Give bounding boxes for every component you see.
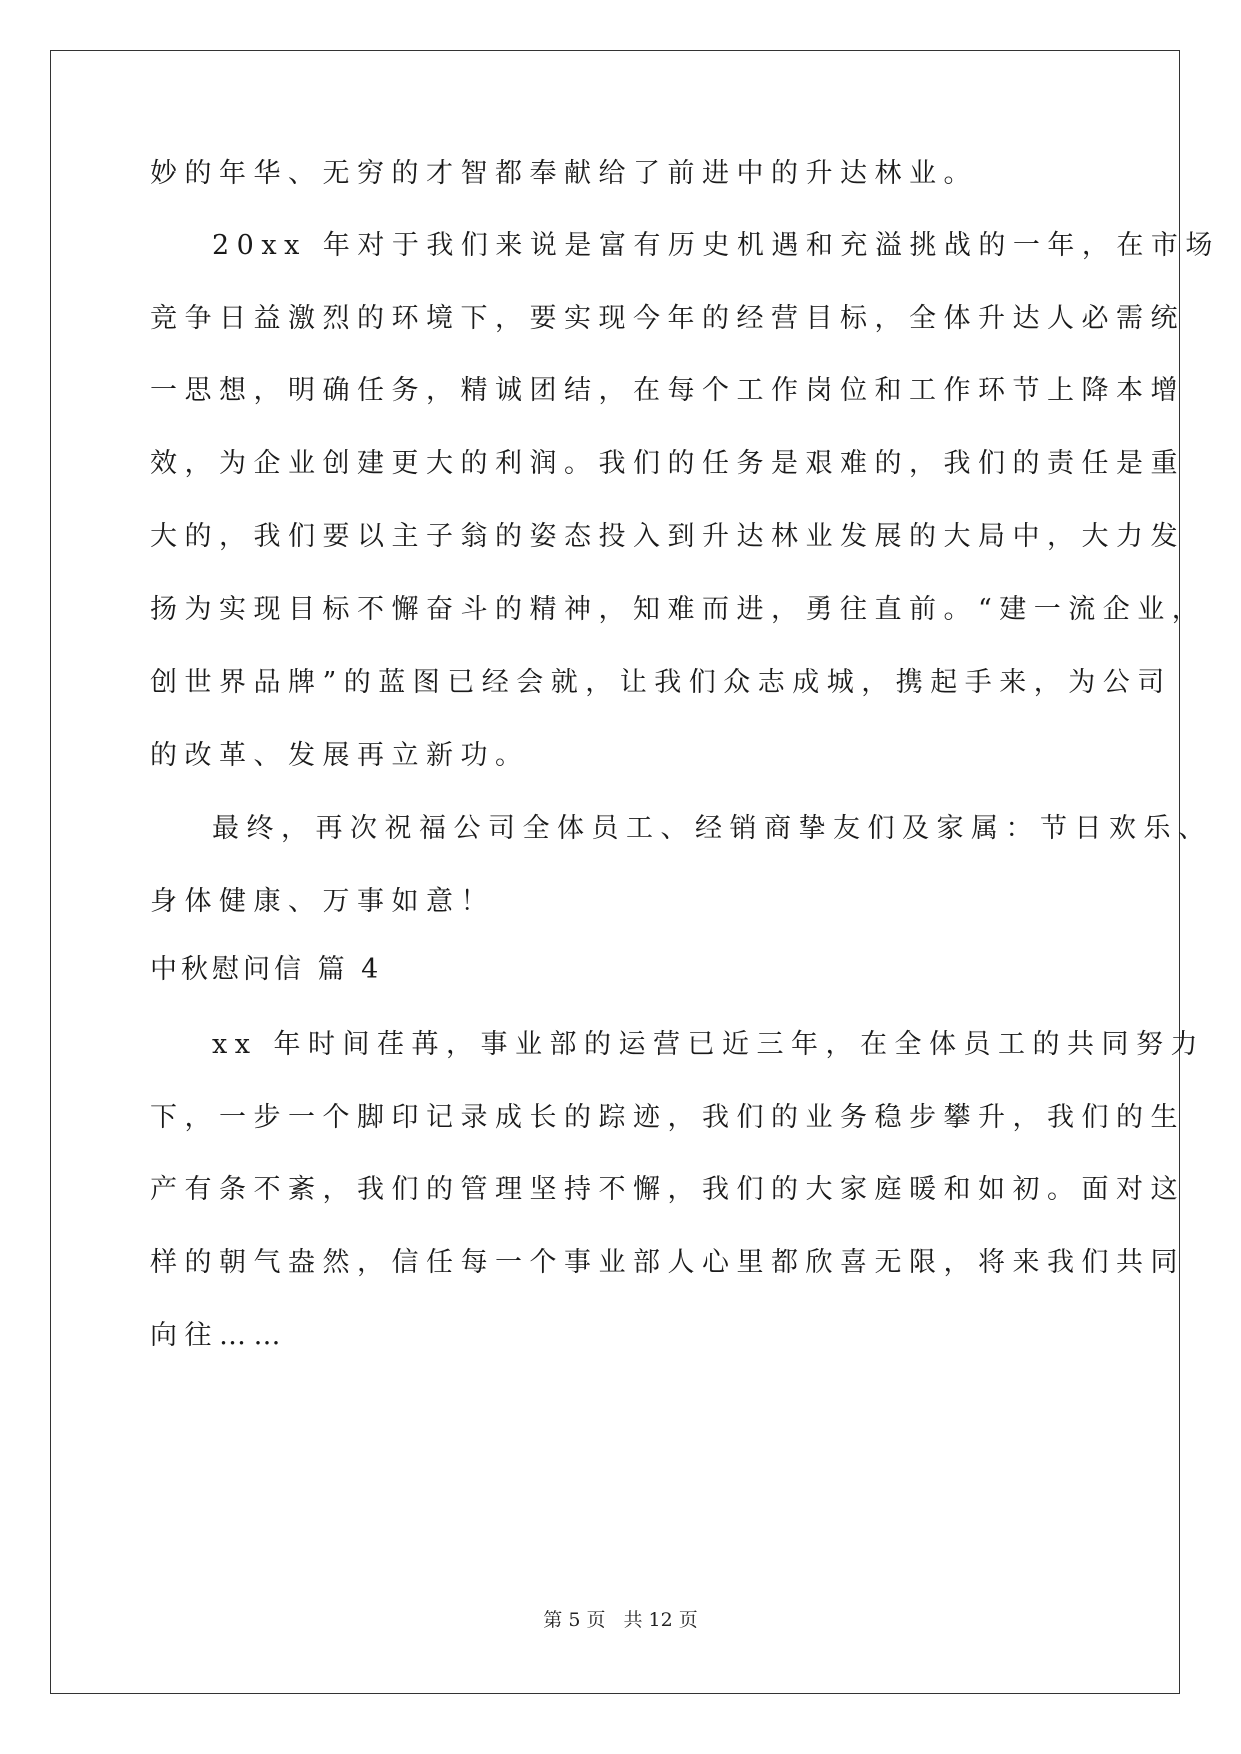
text-line: 扬为实现目标不懈奋斗的精神，知难而进，勇往直前。“建一流企业， bbox=[150, 594, 1207, 625]
text-line: 竞争日益激烈的环境下，要实现今年的经营目标，全体升达人必需统 bbox=[150, 303, 1185, 334]
text-line: 一思想，明确任务，精诚团结，在每个工作岗位和工作环节上降本增 bbox=[150, 375, 1185, 406]
text-line: 妙的年华、无穷的才智都奉献给了前进中的升达林业。 bbox=[150, 158, 978, 189]
page-footer bbox=[0, 1611, 1241, 1630]
paragraph-start-line: 20xx 年对于我们来说是富有历史机遇和充溢挑战的一年，在市场 bbox=[212, 230, 1220, 261]
paragraph-start-line: xx 年时间荏苒，事业部的运营已近三年，在全体员工的共同努力 bbox=[212, 1029, 1206, 1060]
text-line: 大的，我们要以主子翁的姿态投入到升达林业发展的大局中，大力发 bbox=[150, 521, 1185, 552]
text-line: 创世界品牌”的蓝图已经会就，让我们众志成城，携起手来，为公司 bbox=[150, 667, 1172, 698]
text-line: 向往…… bbox=[150, 1320, 288, 1351]
page-total: 共 12 页 bbox=[623, 1609, 698, 1631]
text-line: 产有条不紊，我们的管理坚持不懈，我们的大家庭暖和如初。面对这 bbox=[150, 1174, 1185, 1205]
page-border bbox=[50, 50, 1180, 1694]
text-line: 的改革、发展再立新功。 bbox=[150, 740, 530, 771]
text-line: 下，一步一个脚印记录成长的踪迹，我们的业务稳步攀升，我们的生 bbox=[150, 1102, 1185, 1133]
text-line: 效，为企业创建更大的利润。我们的任务是艰难的，我们的责任是重 bbox=[150, 448, 1185, 479]
section-heading: 中秋慰问信 篇 4 bbox=[150, 954, 383, 985]
text-line: 身体健康、万事如意！ bbox=[150, 886, 495, 917]
text-line: 样的朝气盎然，信任每一个事业部人心里都欣喜无限，将来我们共同 bbox=[150, 1247, 1185, 1278]
paragraph-start-line: 最终，再次祝福公司全体员工、经销商挚友们及家属：节日欢乐、 bbox=[212, 813, 1213, 844]
page-number: 第 5 页 bbox=[543, 1609, 606, 1631]
